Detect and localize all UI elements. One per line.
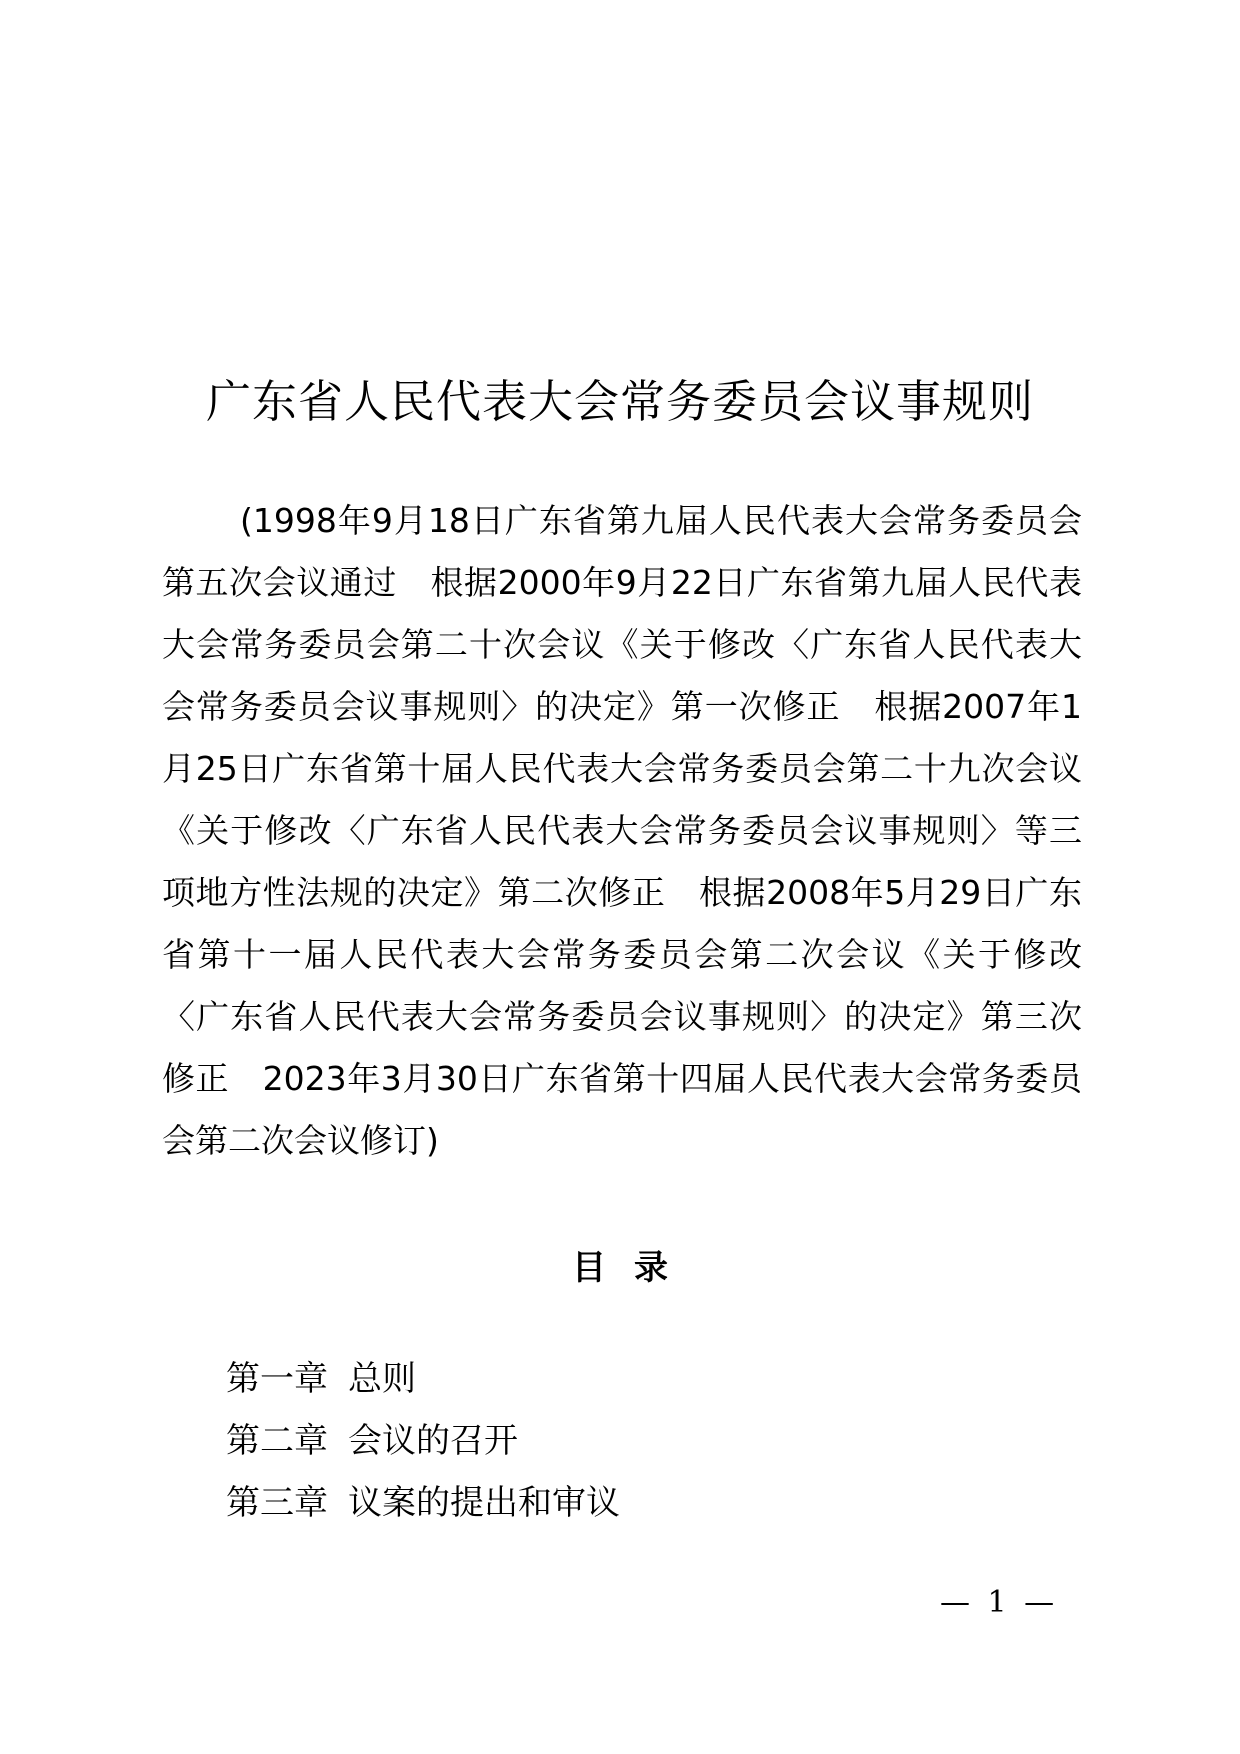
toc-chapter-number: 第一章 — [226, 1359, 328, 1399]
toc-chapter-number: 第三章 — [226, 1483, 328, 1523]
toc-chapter-number: 第二章 — [226, 1421, 328, 1461]
toc-chapter-title: 会议的召开 — [348, 1421, 518, 1461]
toc-chapter-title: 总则 — [348, 1359, 416, 1399]
toc-heading: 目录 — [572, 1248, 696, 1288]
toc-item-chapter-1[interactable] — [226, 1348, 620, 1410]
table-of-contents — [226, 1348, 620, 1534]
page-number: — 1 — — [940, 1585, 1059, 1620]
toc-item-chapter-2[interactable] — [226, 1410, 620, 1472]
legislative-history-note: (1998年9月18日广东省第九届人民代表大会常务委员会第五次会议通过 根据2000年9月22日广东省第九届人民代表大会常务委员会第二十次会议《关于修改〈广东省人民代表大会常务委员会议事规则〉的决定》第一次修正 根据2007年1月25日广东省第十届人民代表大会常务委员会第二十九次会议《关于修改〈广东省人民代表大会常务委员会议事规则〉等三项地方性法规的决定》第二次修正 根据2008年5月29日广东省第十一届人民代表大会常务委员会第二次会议《关于修改〈广东省人民代表大会常务委员会议事规则〉的决定》第三次修正 2023年3月30日广东省第十四届人民代表大会常务委员会第二次会议修订) — [162, 501, 1082, 1160]
document-title: 广东省人民代表大会常务委员会议事规则 — [205, 375, 1034, 428]
toc-chapter-title: 议案的提出和审议 — [348, 1483, 620, 1523]
toc-item-chapter-3[interactable] — [226, 1472, 620, 1534]
